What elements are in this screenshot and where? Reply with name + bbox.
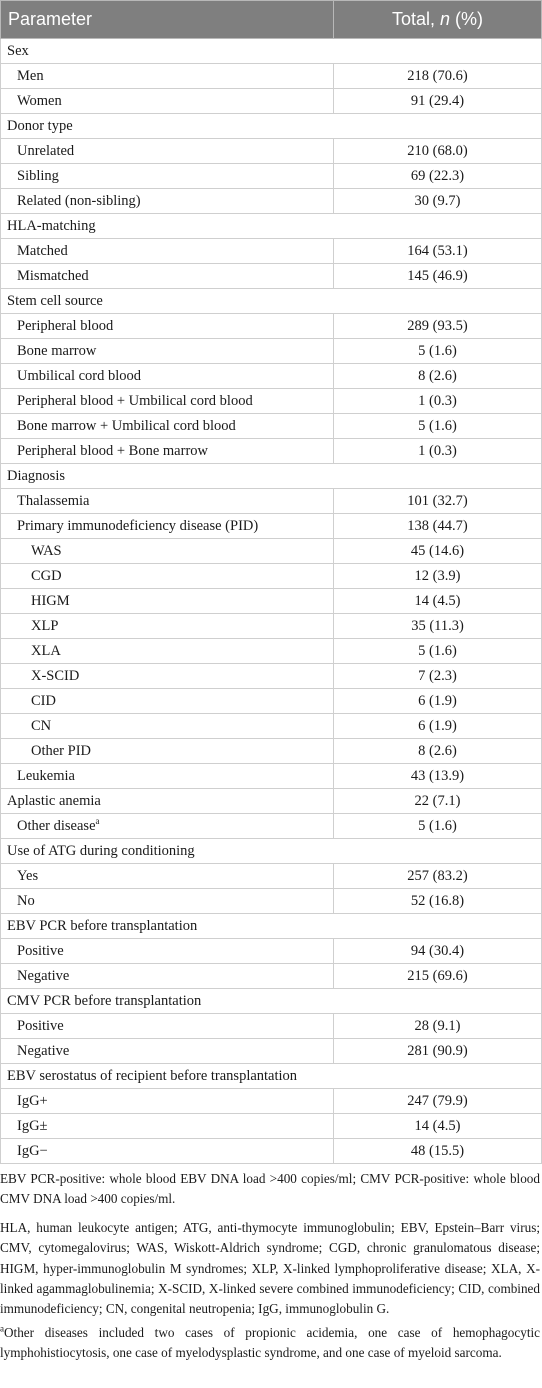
section-row: [1, 1064, 542, 1089]
row-value: 281 (90.9): [334, 1039, 542, 1064]
row-label: No: [17, 893, 35, 909]
row-label-cell: [1, 189, 334, 214]
row-value: 6 (1.9): [334, 714, 542, 739]
table-row: [1, 389, 542, 414]
row-value: 22 (7.1): [334, 789, 542, 814]
row-label-cell: [1, 239, 334, 264]
table-row: [1, 564, 542, 589]
row-label-cell: [1, 1089, 334, 1114]
row-label: Unrelated: [17, 143, 75, 159]
footnote-a-text: Other diseases included two cases of propionic acidemia, one case of hemophagocytic lymphohistiocytosis, one case of myelodysplastic syndrome, and one case of myeloid sarcoma.: [0, 1324, 540, 1361]
row-label: Matched: [17, 243, 68, 259]
section-row: [1, 464, 542, 489]
section-label: Donor type: [1, 114, 542, 139]
row-label-cell: [1, 514, 334, 539]
row-value: 164 (53.1): [334, 239, 542, 264]
row-label: Thalassemia: [17, 493, 90, 509]
row-label: Primary immunodeficiency disease (PID): [17, 518, 259, 534]
row-label-cell: [1, 889, 334, 914]
table-row: [1, 1039, 542, 1064]
row-value: 28 (9.1): [334, 1014, 542, 1039]
row-label: Negative: [17, 968, 70, 984]
row-label: CID: [31, 693, 56, 709]
row-value: 1 (0.3): [334, 439, 542, 464]
row-label: Sibling: [17, 168, 59, 184]
table-row: [1, 889, 542, 914]
row-value: 257 (83.2): [334, 864, 542, 889]
table-row: [1, 814, 542, 839]
row-label-cell: [1, 689, 334, 714]
table-row: [1, 739, 542, 764]
table-row: [1, 414, 542, 439]
table-row: [1, 689, 542, 714]
row-label: IgG−: [17, 1143, 48, 1159]
table-row: [1, 189, 542, 214]
row-value: 215 (69.6): [334, 964, 542, 989]
table-row: [1, 314, 542, 339]
row-label-cell: [1, 139, 334, 164]
row-label-cell: [1, 439, 334, 464]
table-footnotes: [0, 1169, 542, 1364]
row-label-cell: [1, 964, 334, 989]
section-label: EBV PCR before transplantation: [1, 914, 542, 939]
section-row: [1, 839, 542, 864]
total-header-prefix: Total,: [391, 9, 440, 29]
table-row: [1, 364, 542, 389]
row-value: 5 (1.6): [334, 339, 542, 364]
total-header-suffix: (%): [450, 9, 484, 29]
row-value: 69 (22.3): [334, 164, 542, 189]
row-value: 247 (79.9): [334, 1089, 542, 1114]
row-label: Bone marrow + Umbilical cord blood: [17, 418, 236, 434]
header-row: [1, 1, 542, 39]
row-value: 5 (1.6): [334, 414, 542, 439]
row-value: 1 (0.3): [334, 389, 542, 414]
section-label: Diagnosis: [1, 464, 542, 489]
row-label: Positive: [17, 943, 64, 959]
row-value: 6 (1.9): [334, 689, 542, 714]
row-label: Aplastic anemia: [7, 793, 101, 809]
section-row: [1, 289, 542, 314]
section-row: [1, 989, 542, 1014]
table-row: [1, 864, 542, 889]
table-row: [1, 339, 542, 364]
row-label-cell: [1, 864, 334, 889]
row-value: 7 (2.3): [334, 664, 542, 689]
row-value: 12 (3.9): [334, 564, 542, 589]
row-label-cell: [1, 89, 334, 114]
table-row: [1, 239, 542, 264]
row-label-cell: [1, 739, 334, 764]
row-value: 145 (46.9): [334, 264, 542, 289]
row-label-cell: [1, 364, 334, 389]
table-row: [1, 1139, 542, 1164]
table-row: [1, 1114, 542, 1139]
section-row: [1, 114, 542, 139]
total-header: [334, 1, 542, 39]
row-value: 30 (9.7): [334, 189, 542, 214]
table-row: [1, 714, 542, 739]
row-label-cell: [1, 789, 334, 814]
row-label: Related (non-sibling): [17, 193, 141, 209]
row-label: WAS: [31, 543, 62, 559]
row-value: 210 (68.0): [334, 139, 542, 164]
row-label: Peripheral blood: [17, 318, 114, 334]
row-value: 138 (44.7): [334, 514, 542, 539]
row-label-cell: [1, 164, 334, 189]
footnote-marker: a: [95, 816, 100, 827]
row-label: XLP: [31, 618, 59, 634]
section-label: Stem cell source: [1, 289, 542, 314]
total-header-n: n: [440, 9, 451, 29]
row-label-cell: [1, 314, 334, 339]
table-row: [1, 614, 542, 639]
row-value: 14 (4.5): [334, 1114, 542, 1139]
table-row: [1, 1089, 542, 1114]
row-label-cell: [1, 339, 334, 364]
table-row: [1, 264, 542, 289]
row-value: 5 (1.6): [334, 639, 542, 664]
parameter-header: Parameter: [1, 1, 334, 39]
row-label-cell: [1, 1139, 334, 1164]
section-label: HLA-matching: [1, 214, 542, 239]
row-value: 8 (2.6): [334, 739, 542, 764]
table-row: [1, 439, 542, 464]
row-label: XLA: [31, 643, 61, 659]
row-value: 45 (14.6): [334, 539, 542, 564]
table-row: [1, 1014, 542, 1039]
row-value: 48 (15.5): [334, 1139, 542, 1164]
row-label-cell: [1, 714, 334, 739]
row-label: X-SCID: [31, 668, 80, 684]
row-value: 43 (13.9): [334, 764, 542, 789]
row-label-cell: [1, 939, 334, 964]
row-label-cell: [1, 1114, 334, 1139]
row-label-cell: [1, 664, 334, 689]
row-label: HIGM: [31, 593, 70, 609]
row-label: Women: [17, 93, 62, 109]
table-row: [1, 89, 542, 114]
row-label-cell: [1, 539, 334, 564]
table-row: [1, 514, 542, 539]
row-label-cell: [1, 564, 334, 589]
footnote-a-marker: a: [0, 1323, 4, 1334]
section-label: EBV serostatus of recipient before transplantation: [1, 1064, 542, 1089]
row-value: 5 (1.6): [334, 814, 542, 839]
row-label-cell: [1, 589, 334, 614]
table-row: [1, 139, 542, 164]
table-row: [1, 64, 542, 89]
row-label-cell: [1, 389, 334, 414]
section-label: Sex: [1, 39, 542, 64]
row-label: Other disease: [17, 818, 96, 834]
table-row: [1, 764, 542, 789]
row-label: Positive: [17, 1018, 64, 1034]
row-value: 8 (2.6): [334, 364, 542, 389]
footnote-abbreviations: HLA, human leukocyte antigen; ATG, anti-thymocyte immunoglobulin; EBV, Epstein–Barr virus; CMV, cytomegalovirus; WAS, Wiskott-Aldrich syndrome; CGD, chronic granulomatous disease; HIGM, hyper-immunoglobulin M syndromes; XLP, X-linked lymphoproliferative disease; XLA, X-linked agammaglobulinemia; X-SCID, X-linked severe combined immunodeficiency; CID, combined immunodeficiency; CN, congenital neutropenia; IgG, immunoglobulin G.: [0, 1219, 540, 1317]
row-label-cell: [1, 1039, 334, 1064]
row-value: 14 (4.5): [334, 589, 542, 614]
row-label: Umbilical cord blood: [17, 368, 142, 384]
footnote-pcr: EBV PCR-positive: whole blood EBV DNA load >400 copies/ml; CMV PCR-positive: whole blood CMV DNA load >400 copies/ml.: [0, 1171, 540, 1207]
row-label: Men: [17, 68, 44, 84]
row-value: 35 (11.3): [334, 614, 542, 639]
row-label: CN: [31, 718, 52, 734]
table-row: [1, 664, 542, 689]
row-label-cell: [1, 1014, 334, 1039]
row-label: Yes: [17, 868, 39, 884]
row-label-cell: [1, 639, 334, 664]
row-label: Leukemia: [17, 768, 75, 784]
row-value: 52 (16.8): [334, 889, 542, 914]
row-label: CGD: [31, 568, 62, 584]
row-value: 94 (30.4): [334, 939, 542, 964]
row-value: 289 (93.5): [334, 314, 542, 339]
row-label-cell: [1, 414, 334, 439]
footnote-a: [0, 1323, 540, 1364]
row-label-cell: [1, 764, 334, 789]
row-label: Bone marrow: [17, 343, 97, 359]
row-label: Mismatched: [17, 268, 89, 284]
row-label-cell: [1, 264, 334, 289]
section-row: [1, 914, 542, 939]
table-row: [1, 964, 542, 989]
row-label-cell: [1, 814, 334, 839]
row-label: Peripheral blood + Bone marrow: [17, 443, 208, 459]
row-label-cell: [1, 489, 334, 514]
row-label: IgG+: [17, 1093, 48, 1109]
row-label-cell: [1, 614, 334, 639]
section-label: CMV PCR before transplantation: [1, 989, 542, 1014]
row-label: Negative: [17, 1043, 70, 1059]
row-value: 218 (70.6): [334, 64, 542, 89]
row-label: Other PID: [31, 743, 92, 759]
table-row: [1, 789, 542, 814]
section-row: [1, 214, 542, 239]
section-row: [1, 39, 542, 64]
table-row: [1, 939, 542, 964]
table-row: [1, 639, 542, 664]
table-row: [1, 164, 542, 189]
row-label-cell: [1, 64, 334, 89]
row-value: 91 (29.4): [334, 89, 542, 114]
table-row: [1, 589, 542, 614]
row-label: IgG±: [17, 1118, 48, 1134]
section-label: Use of ATG during conditioning: [1, 839, 542, 864]
table-row: [1, 539, 542, 564]
table-row: [1, 489, 542, 514]
row-value: 101 (32.7): [334, 489, 542, 514]
row-label: Peripheral blood + Umbilical cord blood: [17, 393, 253, 409]
